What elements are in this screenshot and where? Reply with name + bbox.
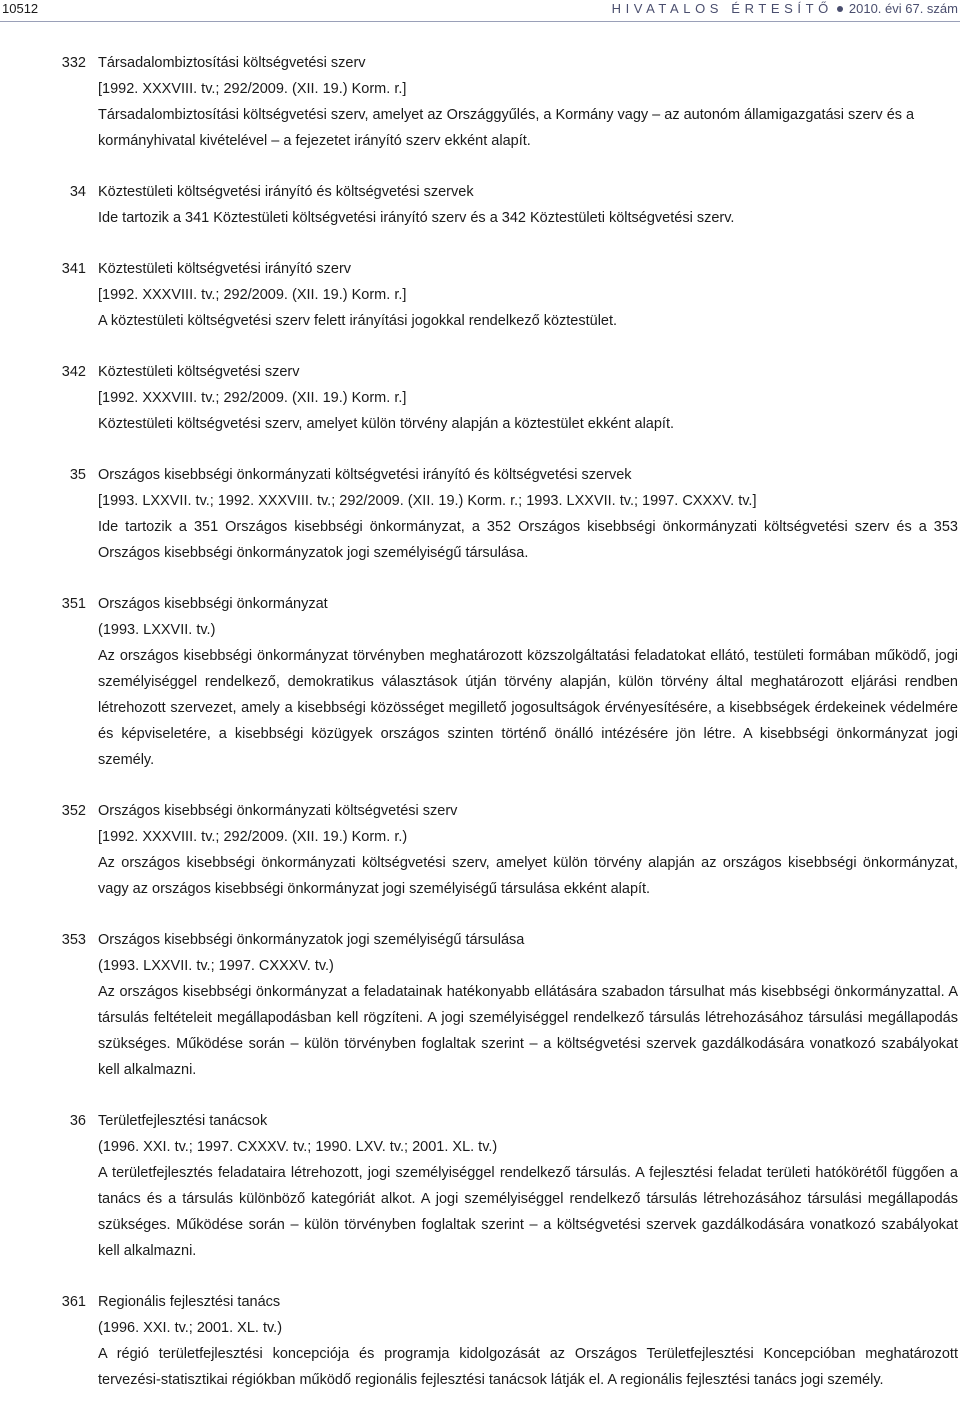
entry-description: Az országos kisebbségi önkormányzati költségvetési szerv, amelyet külön törvény alapján az országos kisebbségi önkormányzat, vagy az országos kisebbségi önkormányzat jogi személyiségű társulása ekként alapít. [98, 855, 958, 897]
entry-code: 351 [61, 596, 86, 612]
entry-34 [0, 179, 960, 231]
header-rule [0, 21, 960, 22]
entry-reference: [1993. LXXVII. tv.; 1992. XXXVIII. tv.; 292/2009. (XII. 19.) Korm. r.; 1993. LXXVII. tv.; 1997. CXXXV. tv.] [98, 493, 757, 509]
publication-title: HIVATALOS ÉRTESÍTŐ [611, 1, 833, 16]
entry-code: 352 [61, 803, 86, 819]
entry-352 [0, 798, 960, 902]
page-number: 10512 [2, 1, 39, 16]
entry-description: Az országos kisebbségi önkormányzat a feladatainak hatékonyabb ellátására szabadon társulhat más kisebbségi önkormányzattal. A társulás feltételeit megállapodásban kell rögzíteni. A jogi személyiséggel rendelkező társulás létrehozásához társulási megállapodás szükséges. Működése során – külön törvényben foglaltak szerint – a költségvetési szervek gazdálkodására vonatkozó szabályokat kell alkalmazni. [98, 984, 958, 1078]
entry-description: A köztestületi költségvetési szerv felett irányítási jogokkal rendelkező köztestület. [98, 313, 618, 329]
entry-353 [0, 927, 960, 1083]
entry-title: Köztestületi költségvetési irányító és költségvetési szervek [98, 184, 474, 200]
entry-title: Regionális fejlesztési tanács [98, 1294, 281, 1310]
entry-title: Országos kisebbségi önkormányzat [98, 596, 328, 612]
entry-reference: [1992. XXXVIII. tv.; 292/2009. (XII. 19.) Korm. r.] [98, 287, 407, 303]
entry-code: 36 [69, 1113, 86, 1129]
entry-reference: [1992. XXXVIII. tv.; 292/2009. (XII. 19.) Korm. r.) [98, 829, 408, 845]
entry-description: Köztestületi költségvetési szerv, amelyet külön törvény alapján a köztestület ekként alapít. [98, 416, 675, 432]
entry-description: A régió területfejlesztési koncepciója és programja kidolgozását az Országos Területfejlesztési Koncepcióban meghatározott tervezési-statisztikai régiókban működő regionális fejlesztési tanácsok látják el. A regionális fejlesztési tanács jogi személy. [98, 1346, 958, 1388]
entry-code: 332 [61, 55, 86, 71]
entry-code: 342 [61, 364, 86, 380]
entry-332 [0, 50, 960, 154]
document-body [0, 50, 960, 1418]
entry-title: Társadalombiztosítási költségvetési szerv [98, 55, 366, 71]
running-title [612, 1, 958, 16]
entry-code: 361 [61, 1294, 86, 1310]
entry-title: Köztestületi költségvetési szerv [98, 364, 300, 380]
entry-reference: [1992. XXXVIII. tv.; 292/2009. (XII. 19.) Korm. r.] [98, 81, 407, 97]
entry-reference: (1996. XXI. tv.; 1997. CXXXV. tv.; 1990. LXV. tv.; 2001. XL. tv.) [98, 1139, 498, 1155]
entry-title: Köztestületi költségvetési irányító szerv [98, 261, 352, 277]
entry-code: 353 [61, 932, 86, 948]
entry-description: Társadalombiztosítási költségvetési szerv, amelyet az Országgyűlés, a Kormány vagy – az autonóm államigazgatási szerv és a kormányhivatal kivételével – a fejezetet irányító szerv ekként alapít. [98, 107, 915, 149]
entry-title: Területfejlesztési tanácsok [98, 1113, 268, 1129]
entry-351 [0, 591, 960, 773]
entry-title: Országos kisebbségi önkormányzati költségvetési szerv [98, 803, 458, 819]
page-header [0, 0, 960, 22]
entry-36 [0, 1108, 960, 1264]
entry-code: 341 [61, 261, 86, 277]
entry-description: Ide tartozik a 351 Országos kisebbségi önkormányzat, a 352 Országos kisebbségi önkormányzati költségvetési szerv és a 353 Országos kisebbségi önkormányzatok jogi személyiségű társulása. [98, 519, 958, 561]
entry-reference: (1993. LXXVII. tv.; 1997. CXXXV. tv.) [98, 958, 334, 974]
entry-342 [0, 359, 960, 437]
entry-code: 35 [69, 467, 86, 483]
entry-description: A területfejlesztés feladataira létrehozott, jogi személyiséggel rendelkező társulás. A fejlesztési feladat területi hatókörétől függően a tanács és a társulás különböző kategóriát alkot. A jogi személyiséggel rendelkező társulás létrehozásához társulási megállapodás szükséges. Működése során – külön törvényben foglaltak szerint – a költségvetési szervek gazdálkodására vonatkozó szabályokat kell alkalmazni. [98, 1165, 958, 1259]
entry-reference: (1996. XXI. tv.; 2001. XL. tv.) [98, 1320, 283, 1336]
bullet-separator-icon [837, 6, 843, 12]
entry-code: 34 [69, 184, 86, 200]
entry-title: Országos kisebbségi önkormányzati költségvetési irányító és költségvetési szervek [98, 467, 632, 483]
entry-description: Ide tartozik a 341 Köztestületi költségvetési irányító szerv és a 342 Köztestületi költségvetési szerv. [98, 210, 735, 226]
entry-361 [0, 1289, 960, 1393]
entry-description: Az országos kisebbségi önkormányzat törvényben meghatározott közszolgáltatási feladatokat ellátó, testületi formában működő, jogi személyiséggel rendelkező, demokratikus választások útján törvény alapján, külön törvény által meghatározott eljárási rendben létrehozott szervezet, amely a kisebbségi közösséget megillető jogosultságok érvényesítésére, a kisebbségek érdekeinek védelmére és képviseletére, a kisebbségi közügyek országos szinten történő önálló intézésére jön létre. A kisebbségi önkormányzat jogi személy. [98, 648, 958, 768]
entry-35 [0, 462, 960, 566]
issue-label: 2010. évi 67. szám [848, 1, 958, 16]
entry-reference: (1993. LXXVII. tv.) [98, 622, 216, 638]
entry-title: Országos kisebbségi önkormányzatok jogi személyiségű társulása [98, 932, 525, 948]
entry-341 [0, 256, 960, 334]
entry-reference: [1992. XXXVIII. tv.; 292/2009. (XII. 19.) Korm. r.] [98, 390, 407, 406]
